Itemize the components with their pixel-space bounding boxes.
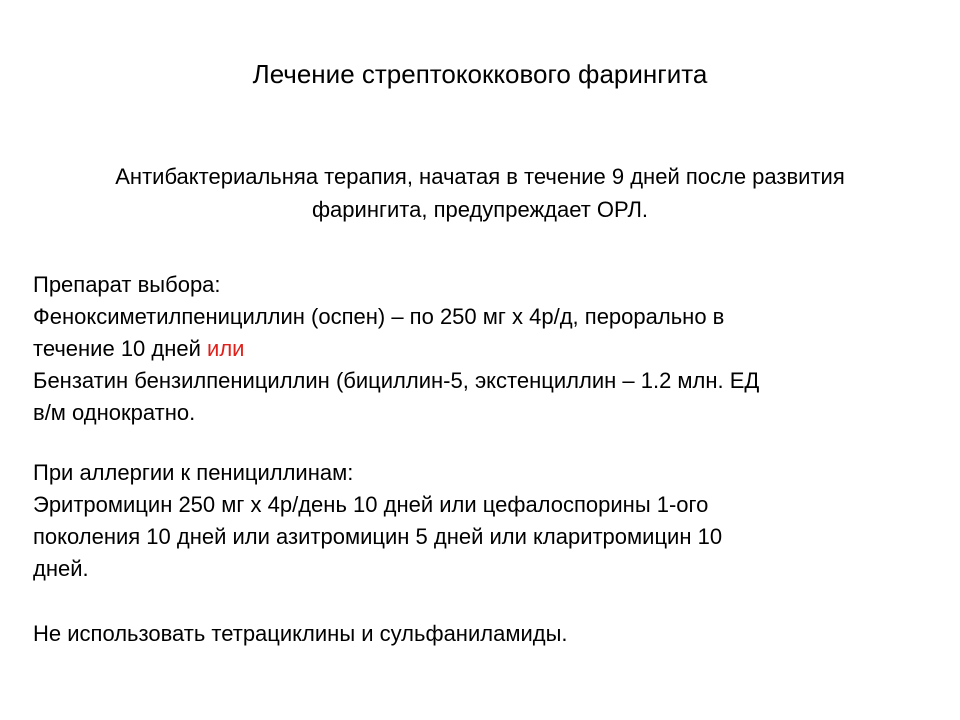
drug-choice-line-2-text: течение 10 дней <box>33 336 208 361</box>
drug-choice-line-2 <box>33 333 928 365</box>
allergy-line-1: Эритромицин 250 мг х 4р/день 10 дней или цефалоспорины 1-ого <box>33 492 709 517</box>
intro-line-1: Антибактериальняа терапия, начатая в течение 9 дней после развития <box>115 164 845 189</box>
drug-choice-or-accent: или <box>207 336 245 361</box>
drug-choice-heading: Препарат выбора: <box>33 272 221 297</box>
intro-line-2: фарингита, предупреждает ОРЛ. <box>311 197 649 222</box>
slide-title: Лечение стрептококкового фарингита <box>252 59 708 89</box>
intro-paragraph <box>20 160 940 226</box>
allergy-heading: При аллергии к пенициллинам: <box>33 460 354 485</box>
allergy-section <box>33 457 928 585</box>
allergy-line-2: поколения 10 дней или азитромицин 5 дней или кларитромицин 10 <box>33 524 723 549</box>
drug-choice-line-3: Бензатин бензилпенициллин (бициллин-5, экстенциллин – 1.2 млн. ЕД <box>33 368 760 393</box>
warning-line: Не использовать тетрациклины и сульфаниламиды. <box>33 621 568 646</box>
drug-choice-section <box>33 269 928 429</box>
warning-section <box>33 618 928 650</box>
drug-choice-line-1: Феноксиметилпенициллин (оспен) – по 250 мг х 4р/д, перорально в <box>33 304 725 329</box>
allergy-line-3: дней. <box>33 556 89 581</box>
drug-choice-line-4: в/м однократно. <box>33 400 196 425</box>
